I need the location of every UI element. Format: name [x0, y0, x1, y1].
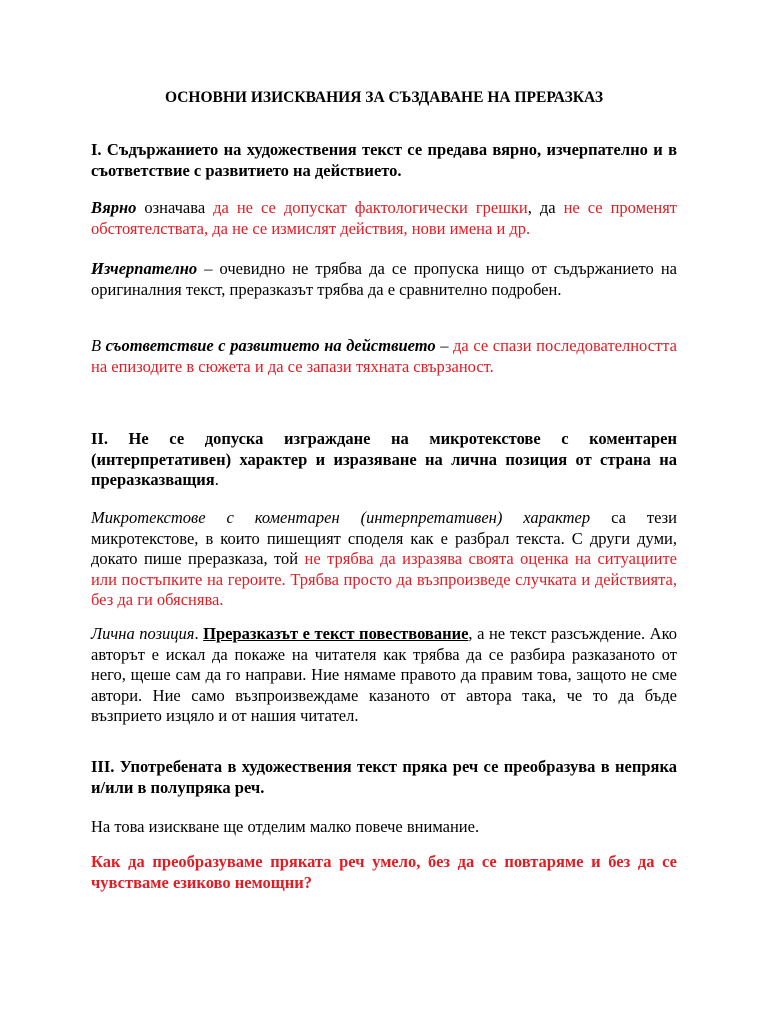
red-text: не трябва да изразява своята оценка на ситуациите или постъпките на героите. Трябва просто да възпроизведе случката и действията, без да ги обяснява. [91, 549, 677, 610]
term-accurately: Вярно [91, 198, 137, 217]
document-title: ОСНОВНИ ИЗИСКВАНИЯ ЗА СЪЗДАВАНЕ НА ПРЕРАЗКАЗ [164, 89, 604, 106]
red-text: да се спази последователността на епизодите в сюжета и да се запази тяхната свързаност. [91, 336, 677, 376]
paragraph-microtexts: Микротекстове с коментарен (интерпретативен) характер са тези микротекстове, в които пишещият споделя как е разбрал текста. С други думи, докато пише преразказа, той не трябва да изразява своята оценка на ситуациите или постъпките на героите. Трябва просто да възпроизведе случката и действията, без да ги обяснява. [91, 508, 677, 610]
section-2-heading: II. Не се допуска изграждане на микротекстове с коментарен (интерпретативен) характер и изразяване на лична позиция от страна на преразказващия. [91, 429, 677, 490]
section-3-heading: III. Употребената в художествения текст пряка реч се преобразува в непряка и/или в полупряка реч. [91, 757, 677, 797]
term-accordance: съответствие с развитието на действието [105, 336, 436, 355]
paragraph-attention: На това изискване ще отделим малко повече внимание. [91, 817, 480, 836]
term-microtexts: Микротекстове с коментарен (интерпретативен) характер [91, 508, 591, 527]
term-exhaustively: Изчерпателно [91, 259, 198, 278]
red-text: не се променят обстоятелствата, да не се измислят действия, нови имена и др. [91, 198, 677, 238]
paragraph-personal-position: Лична позиция. Преразказът е текст повествование, а не текст разсъждение. Ако авторът е искал да покаже на читателя как трябва да се разбира разказаното от него, щеше сам да го направи. Ние нямаме правото да правим това, защото не сме автори. Ние само възпроизвеждаме казаното от автора така, че то да бъде възприето изцяло и от нашия читател. [91, 624, 678, 726]
paragraph-accurately: Вярно означава да не се допускат фактологически грешки, да не се променят обстоятелствата, да не се измислят действия, нови имена и др. [91, 198, 677, 238]
paragraph-accordance: В съответствие с развитието на действието – да се спази последователността на епизодите в сюжета и да се запази тяхната свързаност. [91, 336, 677, 376]
paragraph-exhaustively: Изчерпателно – очевидно не трябва да се пропуска нищо от съдържанието на оригиналния текст, преразказът трябва да е сравнително подробен. [91, 259, 677, 299]
section-1-heading: I. Съдържанието на художествения текст се предава вярно, изчерпателно и в съответствие с развитието на действието. [91, 140, 677, 180]
term-personal-position: Лична позиция [91, 624, 195, 643]
underlined-bold-text: Преразказът е текст повествование [203, 624, 469, 643]
question-text: Как да преобразуваме пряката реч умело, без да се повтаряме и без да се чувстваме езиково немощни? [91, 852, 677, 892]
red-text: да не се допускат фактологически грешки [213, 198, 528, 217]
